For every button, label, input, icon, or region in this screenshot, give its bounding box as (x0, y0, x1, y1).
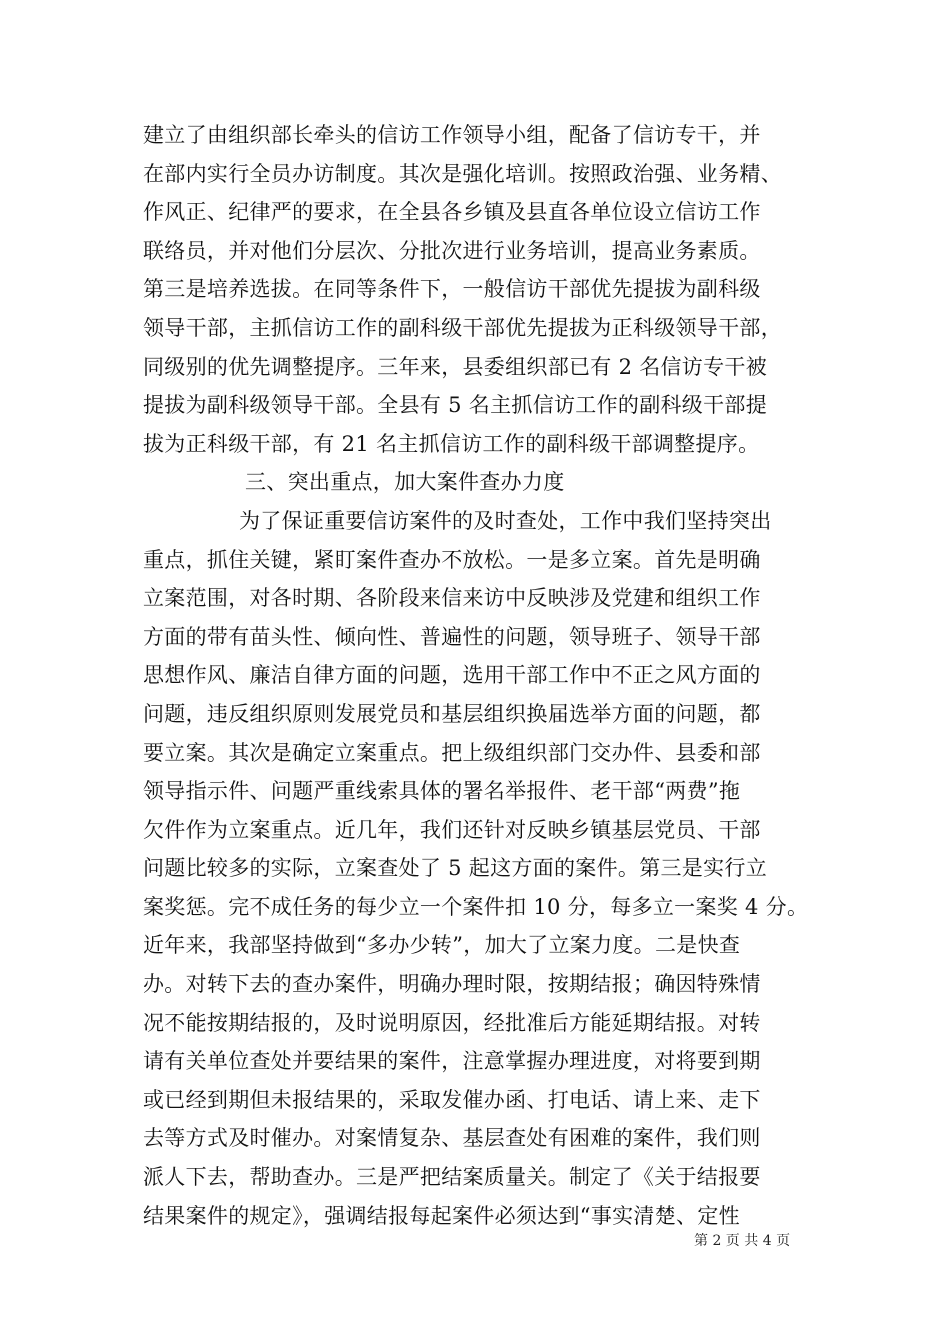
text-line: 领导指示件、问题严重线索具体的署名举报件、老干部“两费”拖 (143, 779, 741, 804)
text-line: 办。对转下去的查办案件，明确办理时限，按期结报；确因特殊情 (143, 972, 761, 997)
text-line: 要立案。其次是确定立案重点。把上级组织部门交办件、县委和部 (143, 740, 761, 765)
text-line: 案奖惩。完不成任务的每少立一个案件扣 10 分，每多立一案奖 4 分。 (143, 894, 809, 919)
text-line: 问题，违反组织原则发展党员和基层组织换届选举方面的问题，都 (143, 701, 761, 726)
text-line: 结果案件的规定》，强调结报每起案件必须达到“事实清楚、定性 (143, 1203, 740, 1228)
text-line: 作风正、纪律严的要求，在全县各乡镇及县直各单位设立信访工作 (143, 200, 761, 225)
text-line: 方面的带有苗头性、倾向性、普遍性的问题，领导班子、领导干部 (143, 624, 761, 649)
text-line: 建立了由组织部长牵头的信访工作领导小组，配备了信访专干，并 (143, 123, 761, 147)
body-text (143, 116, 833, 1235)
text-line: 在部内实行全员办访制度。其次是强化培训。按照政治强、业务精、 (143, 161, 782, 186)
text-line: 请有关单位查处并要结果的案件，注意掌握办理进度，对将要到期 (143, 1049, 761, 1074)
text-line: 立案范围，对各时期、各阶段来信来访中反映涉及党建和组织工作 (143, 586, 761, 611)
text-line: 欠件作为立案重点。近几年，我们还针对反映乡镇基层党员、干部 (143, 817, 761, 842)
text-line: 派人下去，帮助查办。三是严把结案质量关。制定了《关于结报要 (143, 1165, 761, 1190)
text-line: 问题比较多的实际，立案查处了 5 起这方面的案件。第三是实行立 (143, 856, 768, 881)
text-line: 联络员，并对他们分层次、分批次进行业务培训，提高业务素质。 (143, 238, 761, 263)
section-heading: 三、突出重点，加大案件查办力度 (245, 470, 565, 495)
text-line: 思想作风、廉洁自律方面的问题，选用干部工作中不正之风方面的 (143, 663, 761, 688)
text-line: 提拔为副科级领导干部。全县有 5 名主抓信访工作的副科级干部提 (143, 393, 768, 418)
text-line: 领导干部，主抓信访工作的副科级干部优先提拔为正科级领导干部， (143, 315, 782, 340)
text-line: 重点，抓住关键，紧盯案件查办不放松。一是多立案。首先是明确 (143, 547, 761, 572)
text-line: 或已经到期但未报结果的，采取发催办函、打电话、请上来、走下 (143, 1087, 761, 1112)
paragraph-first-line: 为了保证重要信访案件的及时查处，工作中我们坚持突出 (239, 508, 772, 533)
text-line: 近年来，我部坚持做到“多办少转”，加大了立案力度。二是快查 (143, 933, 741, 958)
text-line: 第三是培养选拔。在同等条件下，一般信访干部优先提拔为副科级 (143, 277, 761, 302)
text-line: 拔为正科级干部，有 21 名主抓信访工作的副科级干部调整提序。 (143, 431, 760, 456)
text-line: 同级别的优先调整提序。三年来，县委组织部已有 2 名信访专干被 (143, 354, 768, 379)
text-line: 况不能按期结报的，及时说明原因，经批准后方能延期结报。对转 (143, 1010, 761, 1035)
page-number: 第 2 页 共 4 页 (694, 1233, 791, 1249)
text-line: 去等方式及时催办。对案情复杂、基层查处有困难的案件，我们则 (143, 1126, 761, 1151)
